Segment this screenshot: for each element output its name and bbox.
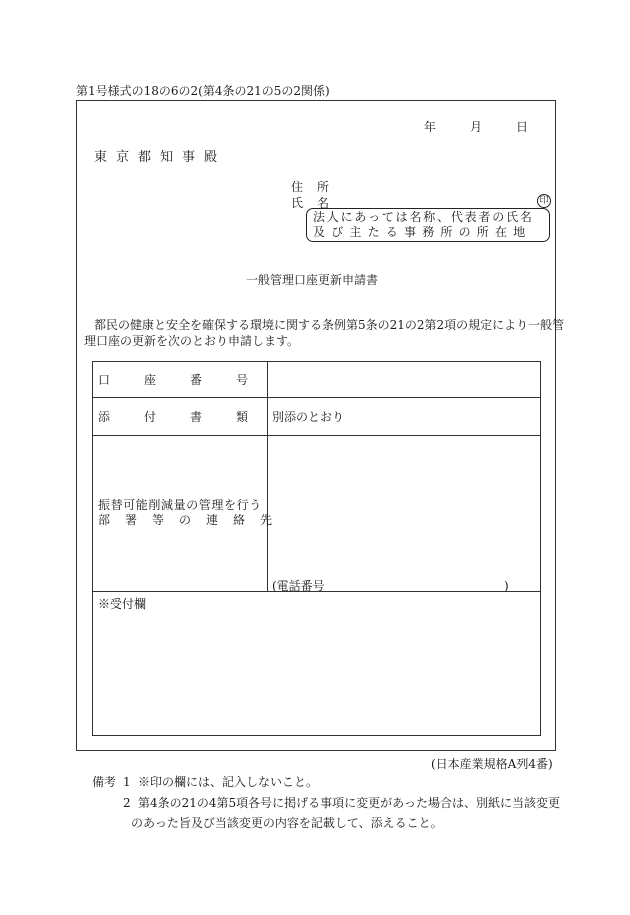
note2-text-line2: のあった旨及び当該変更の内容を記載して、添えること。 <box>131 816 443 830</box>
addressee: 東京都知事殿 <box>94 150 227 165</box>
contact-label-line1: 振替可能削減量の管理を行う <box>98 498 262 512</box>
paper-size-note: (日本産業規格A列4番) <box>431 757 553 771</box>
account-number-label: 口座番号 <box>98 373 283 387</box>
date-month-label: 月 <box>470 120 483 134</box>
note2-text-line1: 第4条の21の4第5項各号に掲げる事項に変更があった場合は、別紙に当該変更 <box>138 796 561 810</box>
note1-text: ※印の欄には、記入しないこと。 <box>138 775 319 789</box>
form-number: 第1号様式の18の6の2(第4条の21の5の2関係) <box>76 84 330 98</box>
address-label: 住所 <box>291 180 344 194</box>
table-row-divider <box>92 435 541 436</box>
seal-mark: 印 <box>537 194 551 208</box>
note2-number: 2 <box>123 796 131 810</box>
date-year-label: 年 <box>424 120 437 134</box>
attachments-label: 添付書類 <box>98 410 283 424</box>
notes-heading: 備考 <box>92 775 117 789</box>
table-row-divider <box>92 397 541 398</box>
phone-close-paren: ) <box>504 579 509 593</box>
name-label: 氏名 <box>291 196 344 210</box>
date-day-label: 日 <box>516 120 529 134</box>
attachments-value: 別添のとおり <box>272 410 345 424</box>
corporate-note-line1-text: 法人にあっては名称、代表者の氏名 <box>313 210 534 224</box>
corporate-note-line1 <box>313 210 540 224</box>
body-text-line2: 理口座の更新を次のとおり申請します。 <box>84 334 300 348</box>
table-column-divider <box>267 361 268 591</box>
phone-label: (電話番号 <box>272 579 325 593</box>
body-text-line1: 都民の健康と安全を確保する環境に関する条例第5条の21の2第2項の規定により一般管 <box>94 318 565 332</box>
contact-label-line2: 部署等の連絡先 <box>98 513 288 527</box>
note1-number: 1 <box>123 775 131 789</box>
reception-label: ※受付欄 <box>98 597 147 611</box>
form-title: 一般管理口座更新申請書 <box>246 273 379 287</box>
corporate-note-line2: 及び主たる事務所の所在地 <box>313 225 532 239</box>
